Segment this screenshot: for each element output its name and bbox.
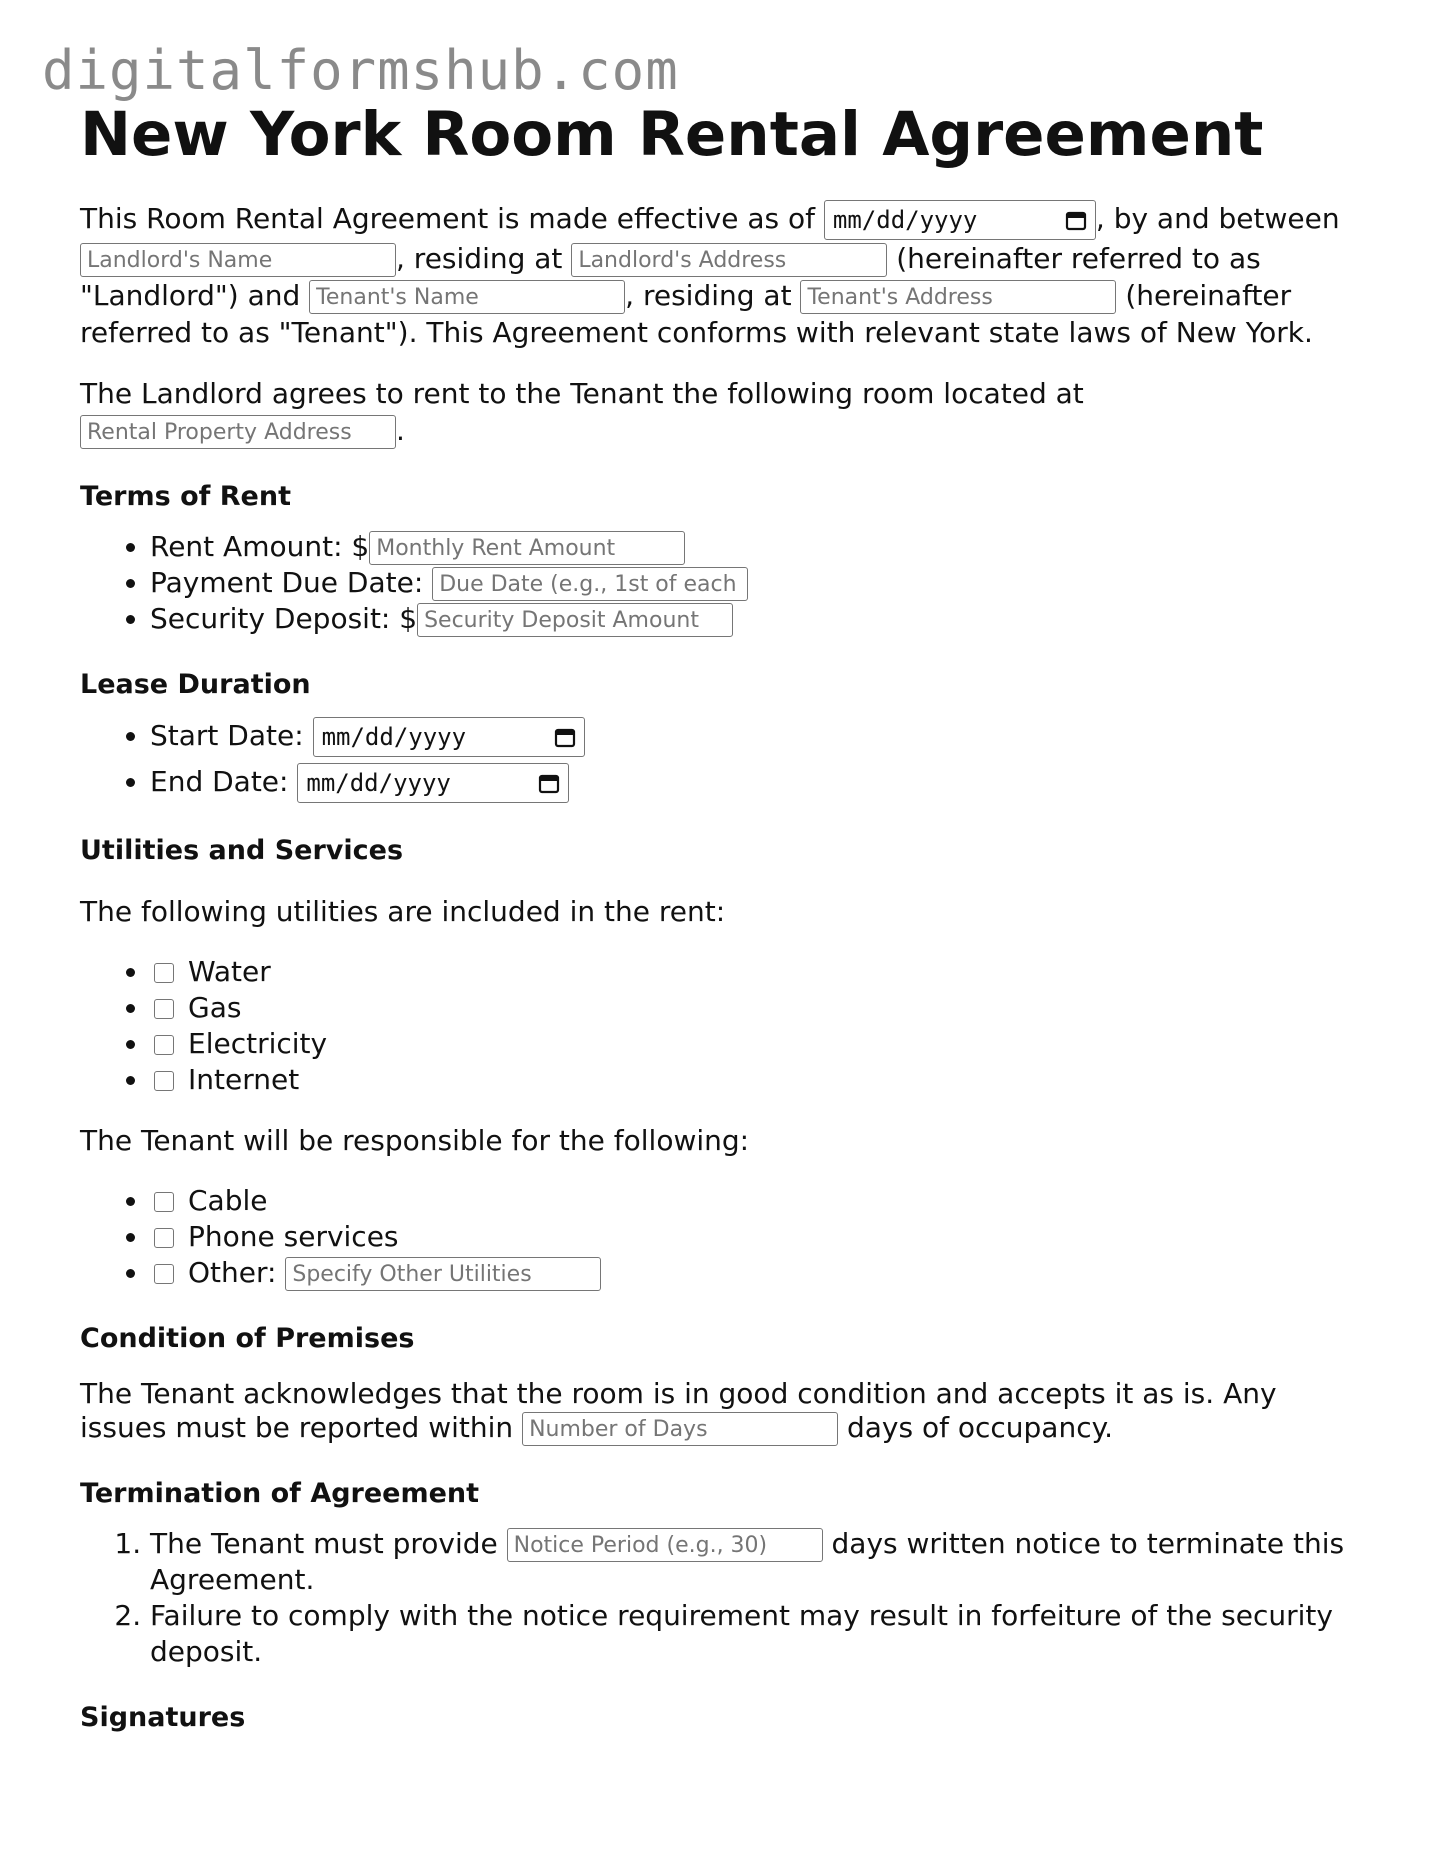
- terms-list: [80, 529, 1360, 637]
- condition-text-2: days of occupancy.: [846, 1411, 1114, 1445]
- end-date-label: End Date:: [150, 765, 289, 799]
- utilities-included-text: The following utilities are included in the rent:: [80, 895, 726, 929]
- condition-heading: Condition of Premises: [80, 1323, 415, 1355]
- page-title: New York Room Rental Agreement: [80, 99, 1264, 170]
- property-end: .: [396, 414, 405, 448]
- site-watermark: digitalformshub.com: [42, 39, 679, 102]
- cable-checkbox[interactable]: [154, 1192, 174, 1212]
- intro-paragraph: [80, 200, 1360, 351]
- water-checkbox[interactable]: [154, 963, 174, 983]
- calendar-icon[interactable]: [538, 772, 560, 794]
- list-item: [150, 1255, 1360, 1291]
- security-deposit-input[interactable]: [417, 603, 733, 637]
- included-utilities-list: [80, 954, 1360, 1098]
- list-item: [150, 717, 1360, 757]
- termination-list: [80, 1526, 1360, 1670]
- tenant-address-input[interactable]: [800, 280, 1116, 314]
- start-date-placeholder: mm/dd/yyyy: [321, 723, 467, 752]
- termination-text-2: Failure to comply with the notice requirement may result in forfeiture of the security deposit.: [150, 1599, 1333, 1669]
- list-item: [150, 529, 1360, 565]
- intro-text-6: (hereinafter referred to as "Tenant"). This Agreement conforms with relevant state laws of New York.: [80, 279, 1313, 350]
- electricity-label: Electricity: [188, 1027, 328, 1061]
- list-item: [150, 1598, 1360, 1670]
- termination-text-1a: The Tenant must provide: [150, 1527, 498, 1561]
- electricity-checkbox[interactable]: [154, 1035, 174, 1055]
- other-utilities-input[interactable]: [285, 1257, 601, 1291]
- list-item: [150, 954, 1360, 990]
- list-item: [150, 990, 1360, 1026]
- end-date-placeholder: mm/dd/yyyy: [306, 769, 451, 798]
- lease-list: [80, 717, 1360, 803]
- phone-services-label: Phone services: [188, 1220, 399, 1254]
- termination-text-1b: days written notice to terminate this Agreement.: [150, 1527, 1345, 1597]
- list-item: [150, 1183, 1360, 1219]
- list-item: [150, 565, 1360, 601]
- tenant-name-input[interactable]: [309, 280, 625, 314]
- terms-heading: Terms of Rent: [80, 481, 291, 513]
- other-label: Other:: [188, 1256, 277, 1290]
- end-date-input[interactable]: [297, 763, 569, 803]
- start-date-input[interactable]: [313, 717, 585, 757]
- landlord-address-input[interactable]: [571, 243, 887, 277]
- intro-text-2: , by and between: [1095, 202, 1340, 236]
- condition-paragraph: [80, 1377, 1360, 1446]
- property-address-input[interactable]: [80, 415, 396, 449]
- calendar-icon[interactable]: [1065, 209, 1087, 231]
- list-item: [150, 763, 1360, 803]
- list-item: [150, 601, 1360, 637]
- tenant-utilities-list: [80, 1183, 1360, 1291]
- signatures-heading: Signatures: [80, 1702, 246, 1734]
- gas-checkbox[interactable]: [154, 999, 174, 1019]
- due-date-input[interactable]: [432, 567, 748, 601]
- condition-text-1: The Tenant acknowledges that the room is in good condition and accepts it as is. Any issues must be reported within: [80, 1377, 1277, 1445]
- list-item: [150, 1219, 1360, 1255]
- intro-text-4: (hereinafter referred to as "Landlord") and: [80, 242, 1261, 313]
- internet-checkbox[interactable]: [154, 1071, 174, 1091]
- start-date-label: Start Date:: [150, 719, 304, 753]
- intro-text-3: , residing at: [396, 242, 563, 276]
- list-item: [150, 1062, 1360, 1098]
- rent-amount-input[interactable]: [369, 531, 685, 565]
- calendar-icon[interactable]: [554, 726, 576, 748]
- tenant-responsible-text: The Tenant will be responsible for the following:: [80, 1124, 750, 1158]
- notice-period-input[interactable]: [507, 1528, 823, 1562]
- property-paragraph: [80, 375, 1360, 449]
- utilities-heading: Utilities and Services: [80, 835, 404, 867]
- gas-label: Gas: [188, 991, 242, 1025]
- internet-label: Internet: [188, 1063, 300, 1097]
- agreement-document: [80, 100, 1360, 1736]
- deposit-label: Security Deposit: $: [150, 602, 418, 636]
- list-item: [150, 1026, 1360, 1062]
- intro-text-1: This Room Rental Agreement is made effective as of: [80, 202, 815, 236]
- list-item: [150, 1526, 1360, 1598]
- cable-label: Cable: [188, 1184, 268, 1218]
- lease-heading: Lease Duration: [80, 669, 311, 701]
- rent-label: Rent Amount: $: [150, 530, 370, 564]
- effective-date-input[interactable]: [824, 200, 1096, 240]
- other-checkbox[interactable]: [154, 1264, 174, 1284]
- intro-text-5: , residing at: [625, 279, 792, 313]
- phone-services-checkbox[interactable]: [154, 1228, 174, 1248]
- effective-date-placeholder: mm/dd/yyyy: [832, 205, 978, 234]
- due-date-label: Payment Due Date:: [150, 566, 424, 600]
- property-text: The Landlord agrees to rent to the Tenant the following room located at: [80, 377, 1084, 411]
- report-days-input[interactable]: [522, 1412, 838, 1446]
- water-label: Water: [188, 955, 271, 989]
- termination-heading: Termination of Agreement: [80, 1478, 480, 1510]
- landlord-name-input[interactable]: [80, 243, 396, 277]
